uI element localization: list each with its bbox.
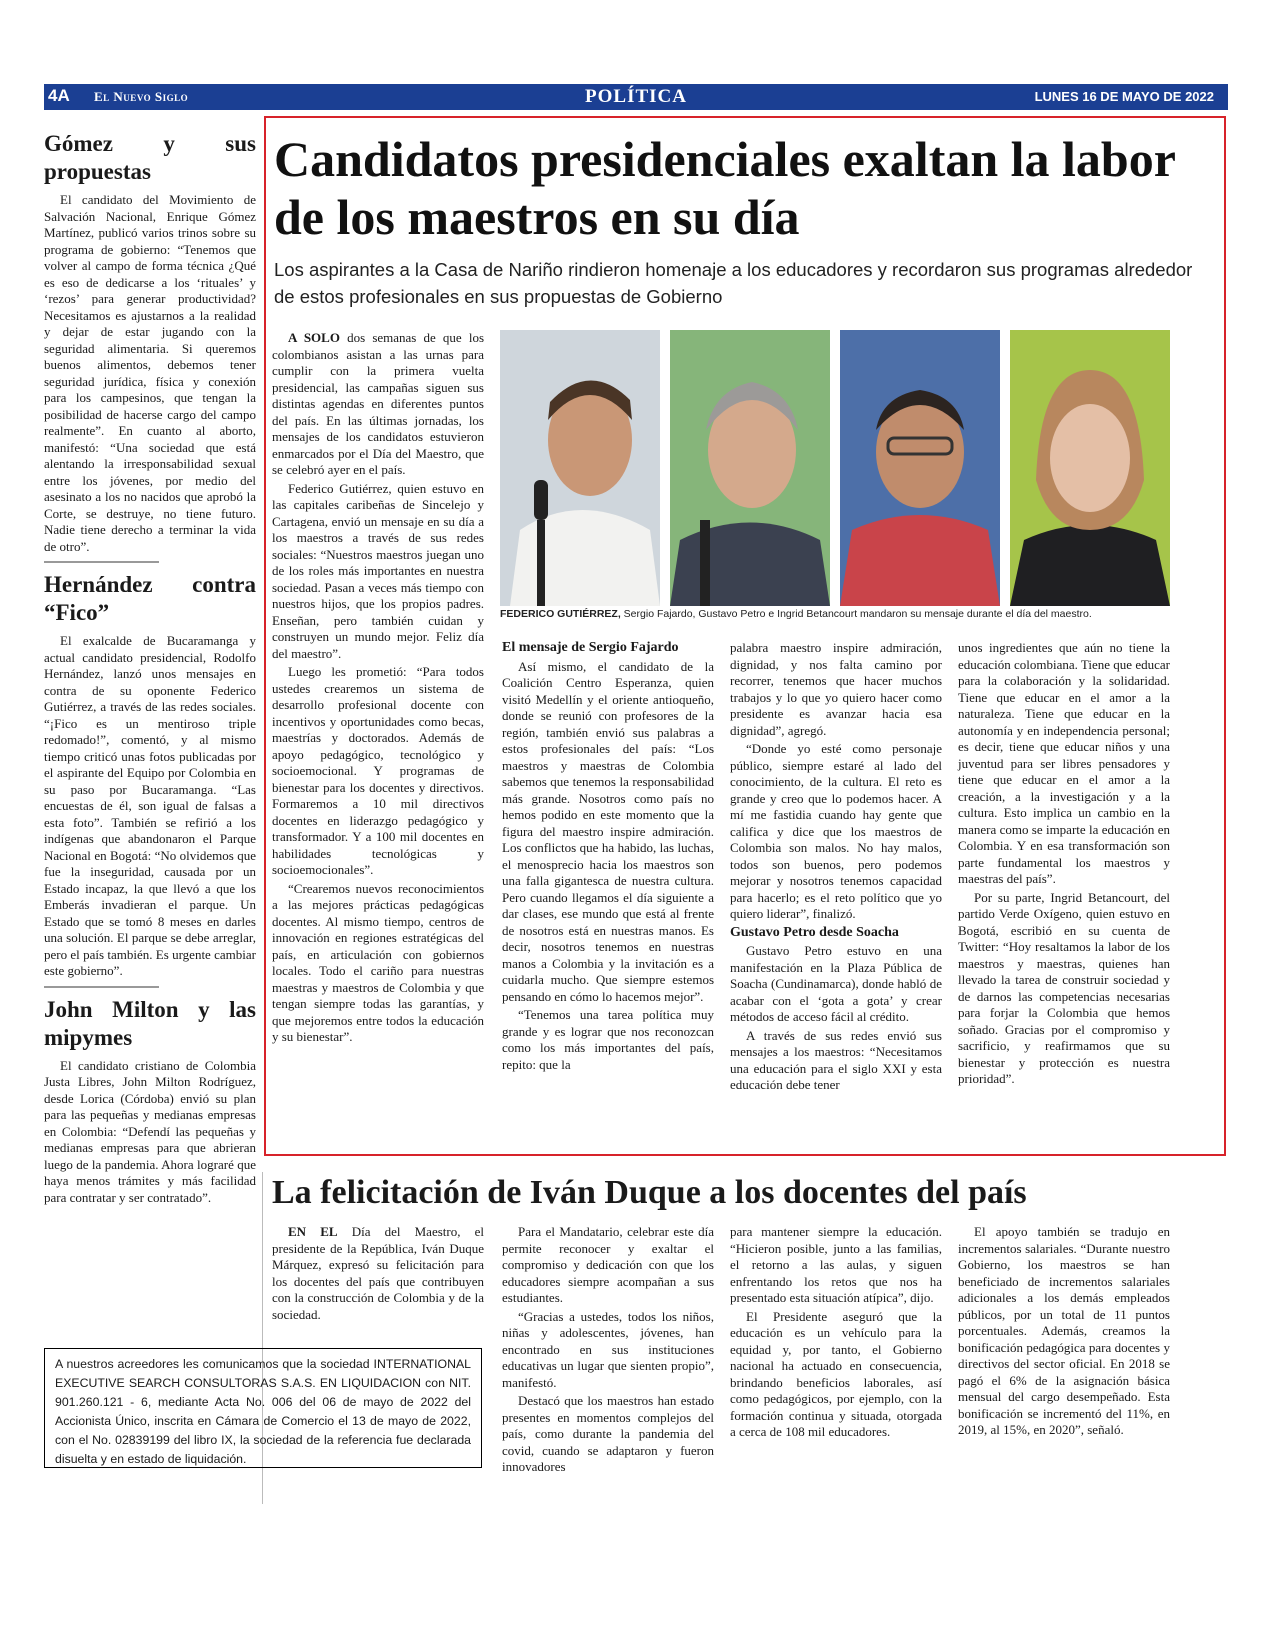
lead-paragraph: [272, 1224, 484, 1323]
page-header-bar: [44, 84, 1228, 110]
sidebar-text-milton: El candidato cristiano de Colombia Justa Libres, John Milton Rodríguez, desde Lorica (Córdoba) envió su plan para las pequeñas y medianas empresas en Colombia: “Defendí las pequeñas y medianas empresas para que abrieran luego de la pandemia. Ahora lograré que haya menos trámites y más facilidad para contratar y ser contratado”.: [44, 1057, 256, 1205]
second-headline: La felicitación de Iván Duque a los docentes del país: [272, 1174, 1027, 1211]
issue-date: LUNES 16 DE MAYO DE 2022: [1034, 89, 1214, 104]
article-paragraph: El apoyo también se tradujo en incrementos salariales. “Durante nuestro Gobierno, los maestros se han beneficiado de incrementos salariales adicionales a los demás empleados públicos, por un total de 11 puntos porcentuales. Además, creamos la bonificación pedagógica para docentes y directivos del sector oficial. En 2018 se pagó el 6% de la asignación básica mensual del cargo desempeñado. Esta bonificación se incrementó del 11%, en 2019, al 15%, en 2020”, señaló.: [958, 1224, 1170, 1437]
photo-gustavo-petro: [840, 330, 1000, 606]
main-headline: Candidatos presidenciales exaltan la labor de los maestros en su día: [274, 131, 1176, 245]
second-column-3: [730, 1224, 942, 1443]
subhead-fajardo: El mensaje de Sergio Fajardo: [502, 640, 679, 655]
lead-text: dos semanas de que los colombianos asistan a las urnas para cumplir con la primera vuelta presidencial, las campañas siguen sus distintas agendas en diferentes puntos del país. En las últimas jornadas, los mensajes de los candidatos estuvieron enmarcados por el Día del Maestro, que se celebró ayer en el país.: [272, 330, 485, 477]
article-paragraph: Federico Gutiérrez, quien estuvo en las capitales caribeñas de Sincelejo y Cartagena, envió un mensaje en su día a los maestros a través de sus redes sociales: “Nuestros maestros juegan uno de los roles más importantes en nuestra sociedad. Pasan a veces más tiempo con nuestros hijos, que los propios padres. Enseñan, pero también cuidan y construyen un mundo mejor. Feliz día del maestro”.: [272, 480, 484, 661]
left-sidebar-column: [44, 130, 256, 1208]
article-paragraph: palabra maestro inspire admiración, dignidad, y nos falta camino por recorrer, tenemos que hacer muchos trabajos y lo que yo quiero hacer como presidente es avanzar hacia esa dignidad”, agregó.: [730, 640, 942, 738]
article-paragraph: Destacó que los maestros han estado presentes en momentos complejos del país, como durante la pandemia del covid, cuando se adaptaron y fueron innovadores: [502, 1393, 714, 1474]
section-name: POLÍTICA: [585, 86, 687, 107]
sidebar-divider: [44, 561, 159, 563]
article-paragraph: “Tenemos una tarea política muy grande y es lograr que nos reconozcan como los más importantes del país, repito: que la: [502, 1007, 714, 1072]
article-paragraph: A través de sus redes envió sus mensajes a los maestros: “Necesitamos una educación para el siglo XXI y esta educación debe tener: [730, 1027, 942, 1092]
second-column-2: [502, 1224, 714, 1478]
main-deck: Los aspirantes a la Casa de Nariño rindieron homenaje a los educadores y recordaron sus programas alrededor de estos profesionales en sus propuestas de Gobierno: [274, 259, 1193, 307]
subhead-petro: Gustavo Petro desde Soacha: [730, 924, 899, 940]
second-column-4: [958, 1224, 1170, 1441]
sidebar-title-gomez: Gómez y sus propuestas: [44, 131, 256, 184]
sidebar-text-gomez: El candidato del Movimiento de Salvación Nacional, Enrique Gómez Martínez, publicó varios trinos sobre su programa de gobierno: “Tenemos que volver al campo de forma técnica ¿Qué es eso de dedicarse a los ‘rituales’ y ‘rezos’ para generar productividad? Necesitamos es ajustarnos a la realidad y dejar de estar jugando con la seguridad alimentaria. Si queremos buenos alimentos, debemos tener seguridad jurídica, física y conexión para los campesinos, que tengan la posibilidad de hacerse cargo del campo realmente”. En cuanto al aborto, manifestó: “Una sociedad que está alentando la irresponsabilidad sexual entre los jóvenes, por medio del asesinato a los no nacidos que aprobó la Corte, se destruye, no tiene futuro. Nadie tiene derecho a terminar la vida de otro”.: [44, 192, 256, 554]
newspaper-name: El Nuevo Siglo: [94, 89, 189, 104]
sidebar-text-hernandez: El exalcalde de Bucaramanga y actual candidato presidencial, Rodolfo Hernández, lanzó unos mensajes en contra de su oponente Federico Gutiérrez, a través de las redes sociales. “¡Fico es un mentiroso triple redomado!”, comentó, y al mismo tiempo criticó unas fotos publicadas por el aspirante del Equipo por Colombia en su paso por Bucaramanga. “Las encuestas de él, son igual de falsas a esta foto”. También se refirió a los indígenas que abandonaron el Parque Nacional en Bogotá: “No olvidemos que fue la inseguridad, causada por un Estado incapaz, la que llevó a que los Emberás invadieran el parque. Un Estado que se tomó 8 meses en darles una solución. El parque se debe arreglar, pero el país también. Es urgente cambiar este gobierno”.: [44, 633, 256, 978]
article-paragraph: El Presidente aseguró que la educación es un vehículo para la equidad y, por tanto, el Gobierno nacional ha actuado en consecuencia, brindando beneficios laborales, así como pedagógicos, por ejemplo, con la formación continua y situada, otorgada a cerca de 108 mil educadores.: [730, 1308, 942, 1439]
main-column-4: [958, 640, 1170, 1090]
article-paragraph: Para el Mandatario, celebrar este día permite reconocer y exaltar el compromiso y dedicación con que los educadores siempre acompañan a sus estudiantes.: [502, 1224, 714, 1305]
sidebar-title-hernandez: Hernández contra “Fico”: [44, 572, 256, 625]
article-paragraph: “Donde yo esté como personaje público, siempre estaré al lado del conocimiento, de la cultura. El reto es grande y creo que lo podemos hacer. A mí me fastidia cuando hay gente que califica y dice que los maestros de Colombia son malos. No hay malos, todos son buenos, pero podemos mejorar y nosotros tenemos capacidad para hacerlo; es el reto político que yo quiero liderar”, finalizó.: [730, 741, 942, 921]
main-column-2: [502, 640, 714, 1075]
article-paragraph: unos ingredientes que aún no tiene la educación colombiana. Tiene que educar para la colaboración y la solidaridad. Tiene que educar en el amor a la naturaleza. Tiene que educar en la autonomía y en independencia personal; es decir, tiene que educar niños y una juventud para ser libres pensadores y tiene que educar en el amor a la creación, a la investigación y a la cultura. Esto implica un cambio en la manera como se imparte la educación en Colombia. Y en esa transformación son parte fundamental los maestros y maestras del país”.: [958, 640, 1170, 886]
caption-lead: FEDERICO GUTIÉRREZ,: [500, 608, 621, 620]
lead-paragraph: [272, 330, 484, 479]
legal-notice-box: [44, 1348, 482, 1468]
photo-federico-gutierrez: [500, 330, 660, 606]
article-paragraph: Por su parte, Ingrid Betancourt, del partido Verde Oxígeno, quien estuvo en Bogotá, escribió en su cuenta de Twitter: “Hoy resaltamos la labor de los maestros y maestras, quienes han llevado la tarea de construir sociedad y de darnos las competencias necesarias para forjar la Colombia que hemos soñado. Gracias por el compromiso y sacrificio, y reafirmamos que su bienestar y protección es nuestra prioridad”.: [958, 889, 1170, 1086]
main-column-1: [272, 330, 484, 1048]
article-paragraph: Luego les prometió: “Para todos ustedes crearemos un sistema de desarrollo profesional docente con incentivos y oportunidades como becas, maestrías y doctorados. Además de apoyo pedagógico, tecnológico y socioemocional. Y programas de bienestar para los docentes y directivos. Formaremos a 10 mil directivos docentes en liderazgo pedagógico y transformador. Y a 100 mil docentes en habilidades tecnológicas y socioemocionales”.: [272, 664, 484, 877]
main-column-3: [730, 640, 942, 1096]
article-paragraph: Gustavo Petro estuvo en una manifestación en la Plaza Pública de Soacha (Cundinamarca), donde habló de acabar con el ‘gota a gota’ y crear métodos de acceso fácil al crédito.: [730, 943, 942, 1024]
lead-text: Día del Maestro, el presidente de la República, Iván Duque Márquez, expresó su felicitación para los docentes del país que contribuyen con la construcción de Colombia y de la sociedad.: [272, 1224, 484, 1322]
sidebar-title-milton: John Milton y las mipymes: [44, 996, 256, 1050]
caption-text: Sergio Fajardo, Gustavo Petro e Ingrid Betancourt mandaron su mensaje durante el día del maestro.: [620, 608, 1092, 620]
photo-caption: [500, 608, 1200, 620]
second-column-1: [272, 1224, 484, 1325]
article-paragraph: “Gracias a ustedes, todos los niños, niñas y adolescentes, jóvenes, han encontrado en sus instituciones educativas un lugar que sienten propio”, manifestó.: [502, 1308, 714, 1390]
page-number: 4A: [48, 86, 70, 105]
sidebar-divider: [44, 986, 159, 988]
legal-notice-text: A nuestros acreedores les comunicamos que la sociedad INTERNATIONAL EXECUTIVE SEARCH CONSULTORAS S.A.S. EN LIQUIDACION con NIT. 901.260.121 - 6, mediante Acta No. 006 del 06 de mayo de 2022 del Accionista Único, inscrita en Cámara de Comercio el 13 de mayo de 2022, con el No. 02839199 del libro IX, la sociedad de la referencia fue declarada disuelta y en estado de liquidación.: [55, 1357, 471, 1466]
lead-kicker: EN EL: [288, 1224, 338, 1239]
article-paragraph: para mantener siempre la educación. “Hicieron posible, junto a las familias, el retorno a las aulas, y siguen enfrentando los retos que nos ha presentado esta situación atípica”, dijo.: [730, 1224, 942, 1305]
article-paragraph: “Crearemos nuevos reconocimientos a las mejores prácticas pedagógicas docentes. Al mismo tiempo, centros de innovación en regiones estratégicas del país, en articulación con gobiernos locales. Todo el cariño para nuestras maestras y maestros de Colombia y que tengan siempre todas las garantías, y que mejoremos entre todos la educación y su bienestar”.: [272, 880, 484, 1044]
photo-ingrid-betancourt: [1010, 330, 1170, 606]
lead-kicker: A SOLO: [288, 330, 340, 345]
article-paragraph: Así mismo, el candidato de la Coalición Centro Esperanza, quien visitó Medellín y el oriente antioqueño, donde se reunió con profesores de la región, también envió sus palabras a estos profesionales del país: “Los maestros y maestras de Colombia sabemos que tenemos la responsabilidad más grande. Nosotros como país no hemos podido en este momento que la figura del maestro inspire admiración. Los conflictos que ha habido, las luchas, el menosprecio hacia los maestros son una falla gigantesca de nuestra cultura. Pero cuando llegamos el día siguiente a dar clases, ese mundo que está al frente de nosotros está en nuestras manos. Es decir, nosotros tenemos en nuestras manos a Colombia y la invitación es a cuidarla mucho. Que siempre estemos pensando en cómo lo hacemos mejor”.: [502, 658, 714, 1004]
photo-sergio-fajardo: [670, 330, 830, 606]
